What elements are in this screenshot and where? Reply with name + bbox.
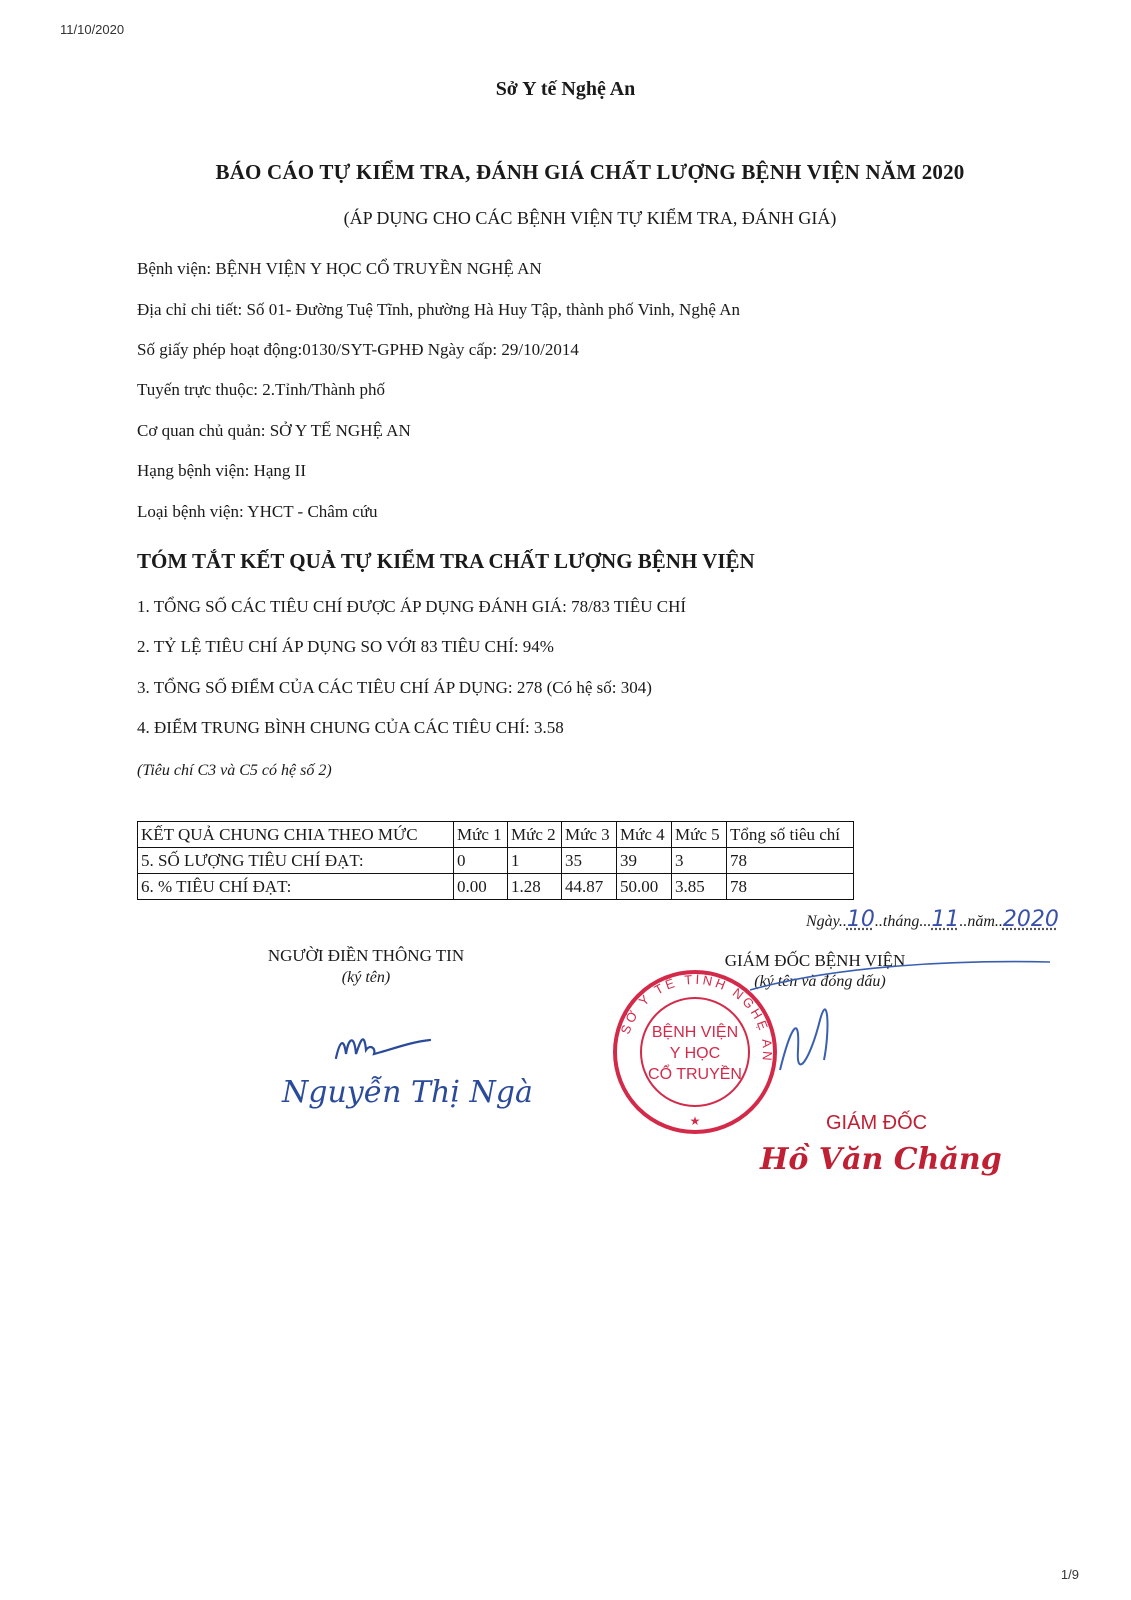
table-cell: 78 bbox=[727, 848, 854, 874]
table-cell: 1 bbox=[508, 848, 562, 874]
table-header-cell: Mức 1 bbox=[454, 822, 508, 848]
table-cell: 39 bbox=[617, 848, 672, 874]
tier-line: Tuyến trực thuộc: 2.Tỉnh/Thành phố bbox=[137, 380, 385, 399]
report-subtitle: (ÁP DỤNG CHO CÁC BỆNH VIỆN TỰ KIỂM TRA, ĐÁNH GIÁ) bbox=[343, 208, 837, 228]
table-cell: 0.00 bbox=[454, 874, 508, 900]
filler-signature-name: Nguyễn Thị Ngà bbox=[282, 1075, 533, 1110]
address-line: Địa chỉ chi tiết: Số 01- Đường Tuệ Tĩnh, phường Hà Huy Tập, thành phố Vinh, Nghệ An bbox=[137, 300, 740, 319]
table-row bbox=[138, 874, 854, 900]
table-cell: 44.87 bbox=[562, 874, 617, 900]
page-number: 1/9 bbox=[1060, 1567, 1079, 1582]
print-date: 11/10/2020 bbox=[60, 22, 125, 37]
table-header-cell: Mức 3 bbox=[562, 822, 617, 848]
table-cell: 3.85 bbox=[672, 874, 727, 900]
director-note: (ký tên và đóng dấu) bbox=[754, 973, 886, 990]
table-cell: 50.00 bbox=[617, 874, 672, 900]
authority-line: Cơ quan chủ quản: SỞ Y TẾ NGHỆ AN bbox=[137, 421, 411, 440]
result-table bbox=[137, 821, 854, 900]
svg-text:★: ★ bbox=[689, 1114, 701, 1128]
table-header-cell: Mức 5 bbox=[672, 822, 727, 848]
table-cell: 1.28 bbox=[508, 874, 562, 900]
signature-date bbox=[806, 907, 1059, 932]
date-day: 10 bbox=[846, 907, 875, 932]
stamp-center-line: BỆNH VIỆN bbox=[651, 1024, 739, 1041]
summary-item: 3. TỔNG SỐ ĐIỂM CỦA CÁC TIÊU CHÍ ÁP DỤNG: 278 (Có hệ số: 304) bbox=[137, 678, 652, 697]
table-cell: 3 bbox=[672, 848, 727, 874]
stamp-center-line: Y HỌC bbox=[669, 1045, 721, 1062]
table-header-cell: Mức 4 bbox=[617, 822, 672, 848]
table-row bbox=[138, 848, 854, 874]
summary-item: 4. ĐIỂM TRUNG BÌNH CHUNG CỦA CÁC TIÊU CHÍ: 3.58 bbox=[137, 718, 564, 737]
summary-heading: TÓM TẮT KẾT QUẢ TỰ KIỂM TRA CHẤT LƯỢNG BỆNH VIỆN bbox=[137, 549, 755, 573]
stamp-center-line: CỔ TRUYỀN bbox=[648, 1066, 742, 1083]
table-header-cell: Tổng số tiêu chí bbox=[727, 822, 854, 848]
coefficient-note: (Tiêu chí C3 và C5 có hệ số 2) bbox=[137, 762, 332, 779]
summary-item: 1. TỔNG SỐ CÁC TIÊU CHÍ ĐƯỢC ÁP DỤNG ĐÁNH GIÁ: 78/83 TIÊU CHÍ bbox=[137, 597, 687, 616]
date-month-label: ..tháng... bbox=[874, 913, 932, 930]
table-header-cell: Mức 2 bbox=[508, 822, 562, 848]
date-year: 2020 bbox=[1002, 907, 1059, 932]
stamp-ring-text: SỞ Y TẾ TỈNH NGHỆ AN bbox=[617, 971, 776, 1065]
director-title: GIÁM ĐỐC BỆNH VIỆN bbox=[724, 951, 906, 970]
filler-note: (ký tên) bbox=[341, 969, 391, 986]
table-header-row bbox=[138, 822, 854, 848]
date-prefix: Ngày.. bbox=[806, 913, 847, 930]
date-year-label: ..năm.. bbox=[959, 913, 1003, 930]
table-cell: 0 bbox=[454, 848, 508, 874]
summary-item: 2. TỶ LỆ TIÊU CHÍ ÁP DỤNG SO VỚI 83 TIÊU CHÍ: 94% bbox=[137, 637, 554, 656]
department-title: Sở Y tế Nghệ An bbox=[495, 78, 636, 100]
date-month: 11 bbox=[931, 907, 960, 932]
table-cell: 35 bbox=[562, 848, 617, 874]
table-header-cell: KẾT QUẢ CHUNG CHIA THEO MỨC bbox=[138, 822, 454, 848]
rank-line: Hạng bệnh viện: Hạng II bbox=[137, 461, 307, 480]
director-signature-mark bbox=[740, 950, 1060, 1090]
table-cell: 5. SỐ LƯỢNG TIÊU CHÍ ĐẠT: bbox=[138, 848, 454, 874]
license-line: Số giấy phép hoạt động:0130/SYT-GPHĐ Ngày cấp: 29/10/2014 bbox=[137, 340, 579, 359]
director-caption: GIÁM ĐỐC bbox=[826, 1112, 928, 1134]
director-name: Hồ Văn Chăng bbox=[760, 1142, 1002, 1177]
hospital-type-line: Loại bệnh viện: YHCT - Châm cứu bbox=[137, 502, 378, 521]
table-cell: 78 bbox=[727, 874, 854, 900]
table-cell: 6. % TIÊU CHÍ ĐẠT: bbox=[138, 874, 454, 900]
hospital-name-line: Bệnh viện: BỆNH VIỆN Y HỌC CỔ TRUYỀN NGHỆ AN bbox=[137, 259, 542, 278]
report-title: BÁO CÁO TỰ KIỂM TRA, ĐÁNH GIÁ CHẤT LƯỢNG BỆNH VIỆN NĂM 2020 bbox=[215, 160, 965, 184]
filler-signature-mark bbox=[330, 1020, 440, 1070]
filler-title: NGƯỜI ĐIỀN THÔNG TIN bbox=[267, 946, 465, 965]
